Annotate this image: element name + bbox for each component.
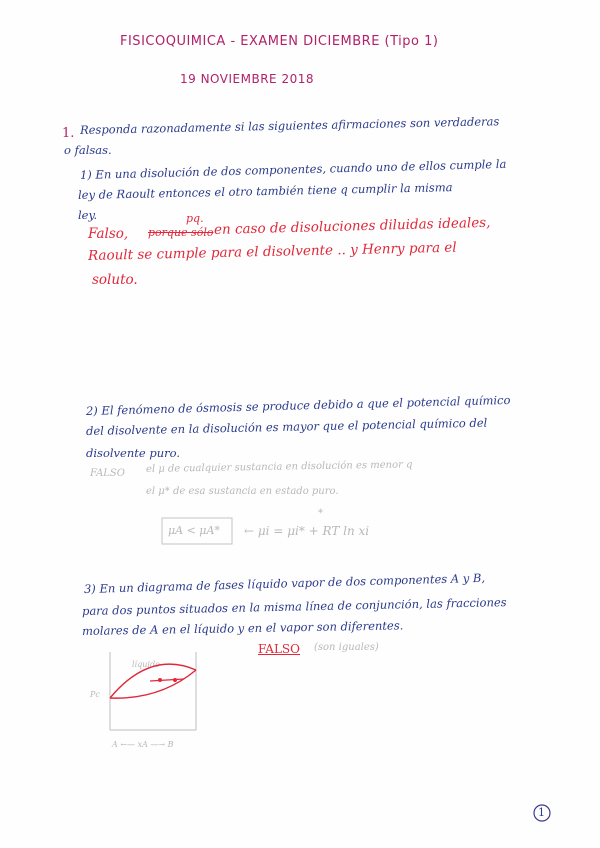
item2-pencil-line2: el μ* de esa sustancia en estado puro.	[146, 486, 339, 497]
item1-answer-line1: en caso de disoluciones diluidas ideales,	[213, 214, 491, 238]
pencil-box	[162, 518, 232, 544]
diagram-top-label: líquido	[132, 660, 160, 669]
question-number: 1.	[62, 126, 75, 141]
item2-pencil-star: *	[318, 508, 323, 519]
item1-line3: ley.	[78, 208, 98, 222]
tie-line	[150, 679, 184, 681]
item1-answer-falso: Falso,	[88, 226, 129, 242]
item3-line3: molares de A en el líquido y en el vapor son diferentes.	[81, 618, 404, 638]
item2-pencil-line1: el μ de cualquier sustancia en disolución es menor q	[145, 459, 413, 475]
item2-line2: del disolvente en la disolución es mayor que el potencial químico del	[85, 415, 488, 438]
item2-pencil-formula: ← μi = μi* + RT ln xi	[244, 524, 370, 538]
item1-answer-struck: porque sólo	[148, 226, 214, 239]
item1-line1: 1) En una disolución de dos componentes, cuando uno de ellos cumple la	[79, 156, 507, 182]
item3-line1: 3) En un diagrama de fases líquido vapor de dos componentes A y B,	[83, 570, 486, 596]
exam-date: 19 NOVIEMBRE 2018	[180, 72, 314, 86]
exam-title: FISICOQUIMICA - EXAMEN DICIEMBRE (Tipo 1)	[120, 34, 439, 49]
page-number: 1	[538, 806, 545, 819]
item2-line1: 2) El fenómeno de ósmosis se produce debido a que el potencial químico	[85, 392, 511, 418]
question-intro-line2: o falsas.	[64, 143, 112, 157]
diagram-y-label: Pc	[90, 690, 100, 699]
item3-answer: FALSO	[258, 642, 300, 656]
diagram-axis-label: A ←— xA —→ B	[112, 740, 174, 749]
item1-answer-line2: Raoult se cumple para el disolvente .. y Henry para el	[87, 239, 457, 264]
tie-point-1	[158, 678, 162, 682]
item3-line2: para dos puntos situados en la misma línea de conjunción, las fracciones	[81, 595, 507, 618]
item2-line3: disolvente puro.	[86, 446, 180, 460]
tie-point-2	[173, 678, 177, 682]
item2-pencil-label: FALSO	[90, 468, 125, 479]
item1-line2: ley de Raoult entonces el otro también tiene q cumplir la misma	[77, 180, 453, 202]
question-intro-line1: Responda razonadamente si las siguientes afirmaciones son verdaderas	[79, 114, 500, 137]
item2-pencil-box: μA < μA*	[168, 524, 220, 537]
item1-answer-line3: soluto.	[92, 272, 138, 288]
item1-answer-insert: pq.	[186, 212, 204, 225]
item3-answer-note: (son iguales)	[314, 642, 379, 653]
